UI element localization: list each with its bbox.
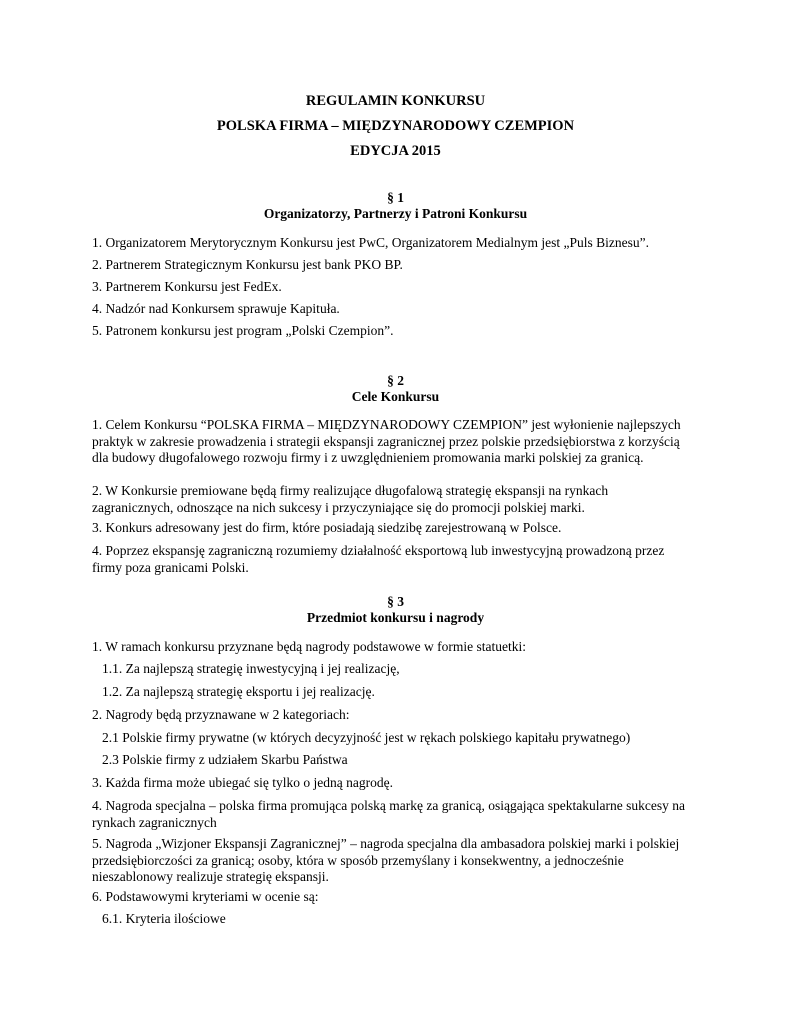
section-3-paragraph: 3. Każda firma może ubiegać się tylko o jedną nagrodę. <box>92 775 394 790</box>
section-3-paragraph: 6. Podstawowymi kryteriami w ocenie są: <box>92 889 319 904</box>
section-1-paragraph: 5. Patronem konkursu jest program „Polski Czempion”. <box>92 323 394 338</box>
section-3-subparagraph: 1.1. Za najlepszą strategię inwestycyjną i jej realizację, <box>102 661 400 676</box>
document-subtitle: POLSKA FIRMA – MIĘDZYNARODOWY CZEMPION <box>216 118 575 134</box>
section-1-paragraph: 2. Partnerem Strategicznym Konkursu jest bank PKO BP. <box>92 257 403 272</box>
section-3-title: Przedmiot konkursu i nagrody <box>306 610 485 625</box>
section-1-title: Organizatorzy, Partnerzy i Patroni Konkursu <box>263 206 528 221</box>
section-1-number: § 1 <box>387 190 404 205</box>
section-2-title: Cele Konkursu <box>351 389 440 404</box>
section-3-paragraph: 1. W ramach konkursu przyznane będą nagrody podstawowe w formie statuetki: <box>92 639 526 654</box>
section-1-paragraph: 1. Organizatorem Merytorycznym Konkursu jest PwC, Organizatorem Medialnym jest „Puls Biznesu”. <box>92 235 650 250</box>
section-2-paragraph: 4. Poprzez ekspansję zagraniczną rozumiemy działalność eksportową lub inwestycyjną prowadzoną przez firmy poza granicami Polski. <box>92 543 665 575</box>
section-2-paragraph: 2. W Konkursie premiowane będą firmy realizujące długofalową strategię ekspansji na rynkach zagranicznych, odnoszące na nich sukcesy i przyczyniające się do promocji polskiej marki. <box>92 483 609 515</box>
section-3-paragraph: 5. Nagroda „Wizjoner Ekspansji Zagranicznej” – nagroda specjalna dla ambasadora polskiej marki i polskiej przedsiębiorczości za granicą; osoby, która w sposób przemyślany i konsekwentny, a jednocześnie nieszablonowy realizuje strategię ekspansji. <box>92 836 680 884</box>
section-1-paragraph: 4. Nadzór nad Konkursem sprawuje Kapituła. <box>92 301 340 316</box>
section-3-paragraph: 4. Nagroda specjalna – polska firma promująca polską markę za granicą, osiągająca spektakularne sukcesy na rynkach zagranicznych <box>92 798 686 830</box>
section-3-subparagraph: 2.1 Polskie firmy prywatne (w których decyzyjność jest w rękach polskiego kapitału prywatnego) <box>102 730 631 745</box>
document-edition: EDYCJA 2015 <box>350 143 441 159</box>
section-3-subparagraph: 2.3 Polskie firmy z udziałem Skarbu Państwa <box>102 752 348 767</box>
section-3-paragraph: 2. Nagrody będą przyznawane w 2 kategoriach: <box>92 707 350 722</box>
section-2-paragraph: 1. Celem Konkursu “POLSKA FIRMA – MIĘDZYNARODOWY CZEMPION” jest wyłonienie najlepszych praktyk w zakresie prowadzenia i strategii ekspansji zagranicznej przez polskie przedsiębiorstwa z korzyścią dla budowy długofalowego rozwoju firmy i z uwzględnieniem promowania marki polskiej za granicą. <box>92 417 681 465</box>
section-2-number: § 2 <box>387 373 404 388</box>
section-3-number: § 3 <box>387 594 404 609</box>
section-3-subparagraph: 1.2. Za najlepszą strategię eksportu i jej realizację. <box>102 684 375 699</box>
section-2-paragraph: 3. Konkurs adresowany jest do firm, które posiadają siedzibę zarejestrowaną w Polsce. <box>92 520 562 535</box>
section-1-paragraph: 3. Partnerem Konkursu jest FedEx. <box>92 279 282 294</box>
document-title: REGULAMIN KONKURSU <box>305 93 486 109</box>
section-3-subparagraph: 6.1. Kryteria ilościowe <box>102 911 226 926</box>
